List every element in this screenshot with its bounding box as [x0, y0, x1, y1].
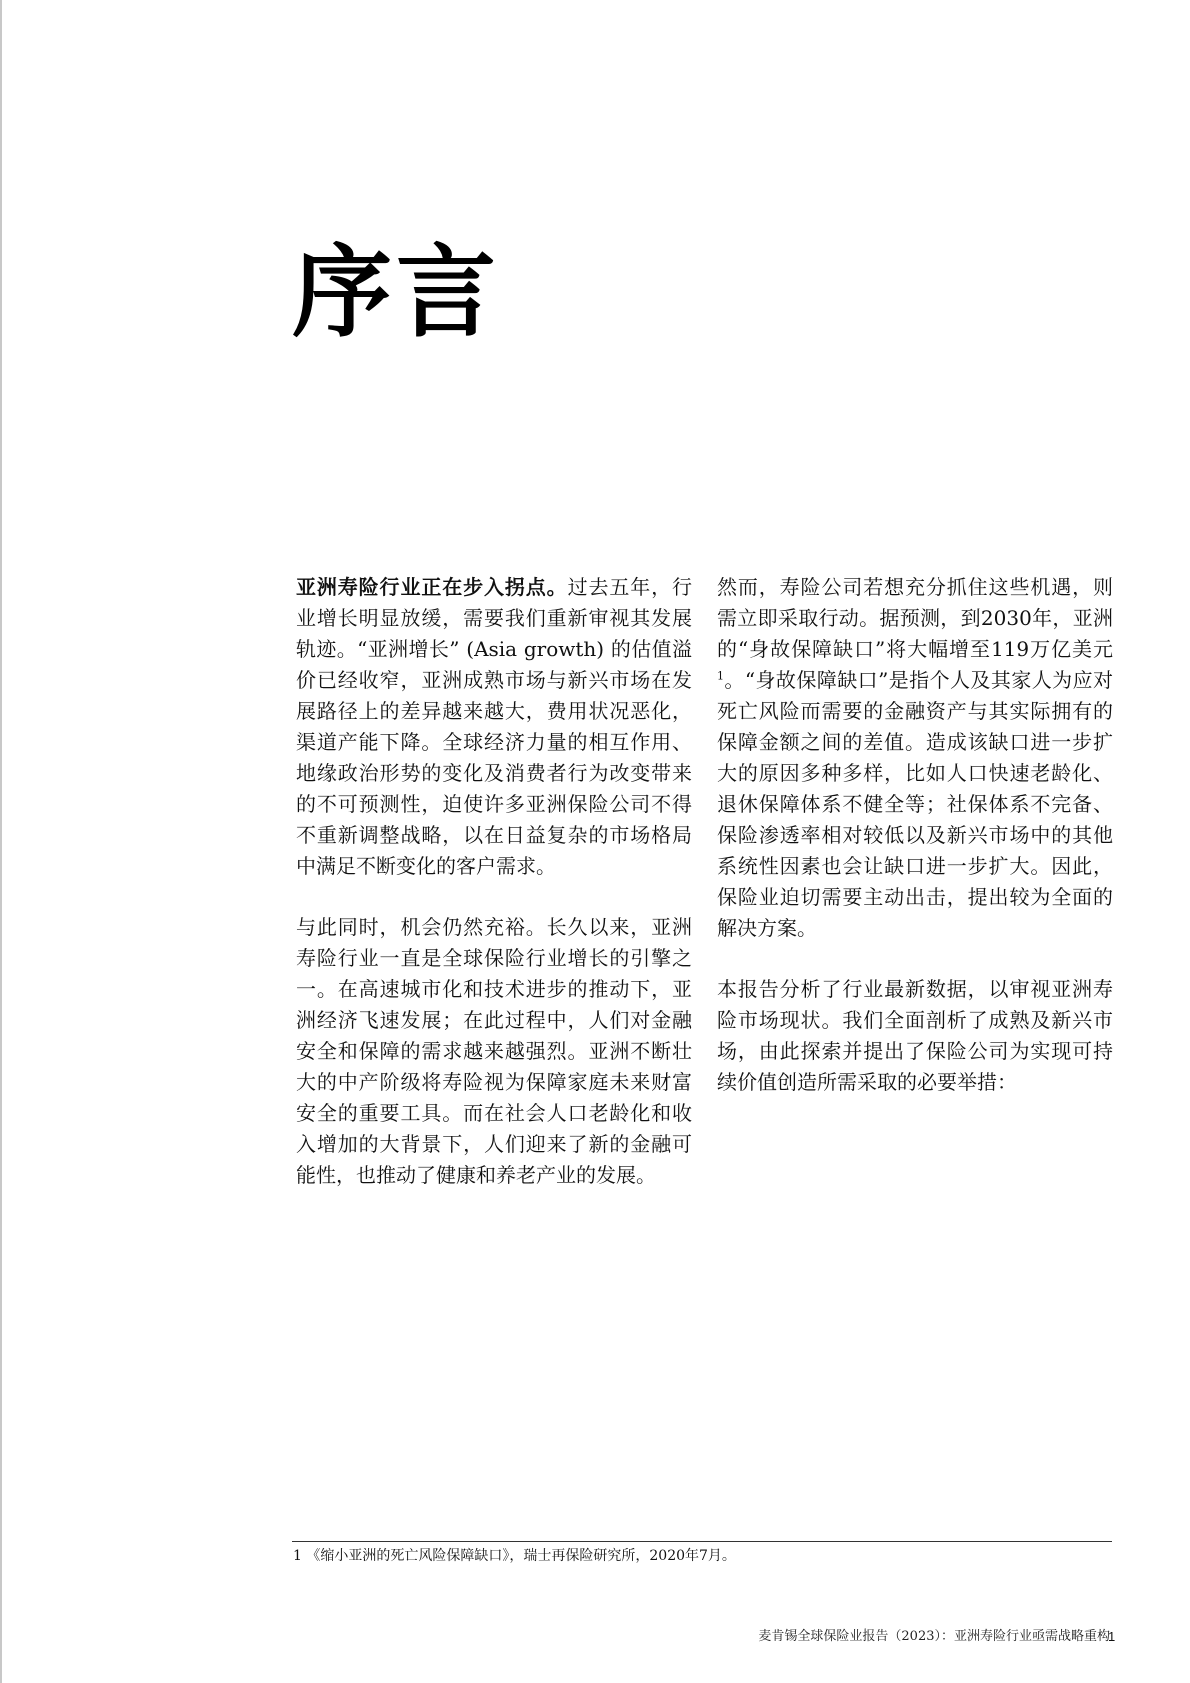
footnote-divider: [292, 1541, 1112, 1542]
page-edge-rule: [0, 0, 2, 1683]
right-column: [717, 572, 1113, 1128]
report-scope-paragraph: 本报告分析了行业最新数据，以审视亚洲寿险市场现状。我们全面剖析了成熟及新兴市场，由此探索并提出了保险公司为实现可持续价值创造所需采取的必要举措：: [717, 977, 1113, 1094]
footnote-reference[interactable]: 1: [717, 669, 724, 683]
opportunity-paragraph: 与此同时，机会仍然充裕。长久以来，亚洲寿险行业一直是全球保险行业增长的引擎之一。在高速城市化和技术进步的推动下，亚洲经济飞速发展；在此过程中，人们对金融安全和保障的需求越来越强烈。亚洲不断壮大的中产阶级将寿险视为保障家庭未来财富安全的重要工具。而在社会人口老龄化和收入增加的大背景下，人们迎来了新的金融可能性，也推动了健康和养老产业的发展。: [296, 915, 692, 1187]
intro-paragraph: [296, 572, 692, 882]
footnote-number: 1: [293, 1548, 302, 1564]
page-title: 序言: [292, 233, 500, 351]
footnote: [293, 1546, 736, 1566]
left-column: [296, 572, 692, 1221]
protection-gap-text-a: 然而，寿险公司若想充分抓住这些机遇，则需立即采取行动。据预测，到2030年，亚洲的“身故保障缺口”将大幅增至119万亿美元: [717, 575, 1113, 661]
running-footer: 麦肯锡全球保险业报告（2023）：亚洲寿险行业亟需战略重构: [758, 1629, 1110, 1644]
intro-text: 过去五年，行业增长明显放缓，需要我们重新审视其发展轨迹。“亚洲增长” (Asia growth) 的估值溢价已经收窄，亚洲成熟市场与新兴市场在发展路径上的差异越来越大，费用状况恶化，渠道产能下降。全球经济力量的相互作用、地缘政治形势的变化及消费者行为改变带来的不可预测性，迫使许多亚洲保险公司不得不重新调整战略，以在日益复杂的市场格局中满足不断变化的客户需求。: [296, 575, 693, 878]
lead-sentence: 亚洲寿险行业正在步入拐点。: [296, 575, 568, 599]
page-number: 1: [1108, 1629, 1116, 1644]
protection-gap-text-b: 。“身故保障缺口”是指个人及其家人为应对死亡风险而需要的金融资产与其实际拥有的保障金额之间的差值。造成该缺口进一步扩大的原因多种多样，比如人口快速老龄化、退休保障体系不健全等；社保体系不完备、保险渗透率相对较低以及新兴市场中的其他系统性因素也会让缺口进一步扩大。因此，保险业迫切需要主动出击，提出较为全面的解决方案。: [717, 668, 1113, 940]
footnote-text: 《缩小亚洲的死亡风险保障缺口》，瑞士再保险研究所，2020年7月。: [306, 1548, 736, 1564]
protection-gap-paragraph: [717, 572, 1113, 944]
